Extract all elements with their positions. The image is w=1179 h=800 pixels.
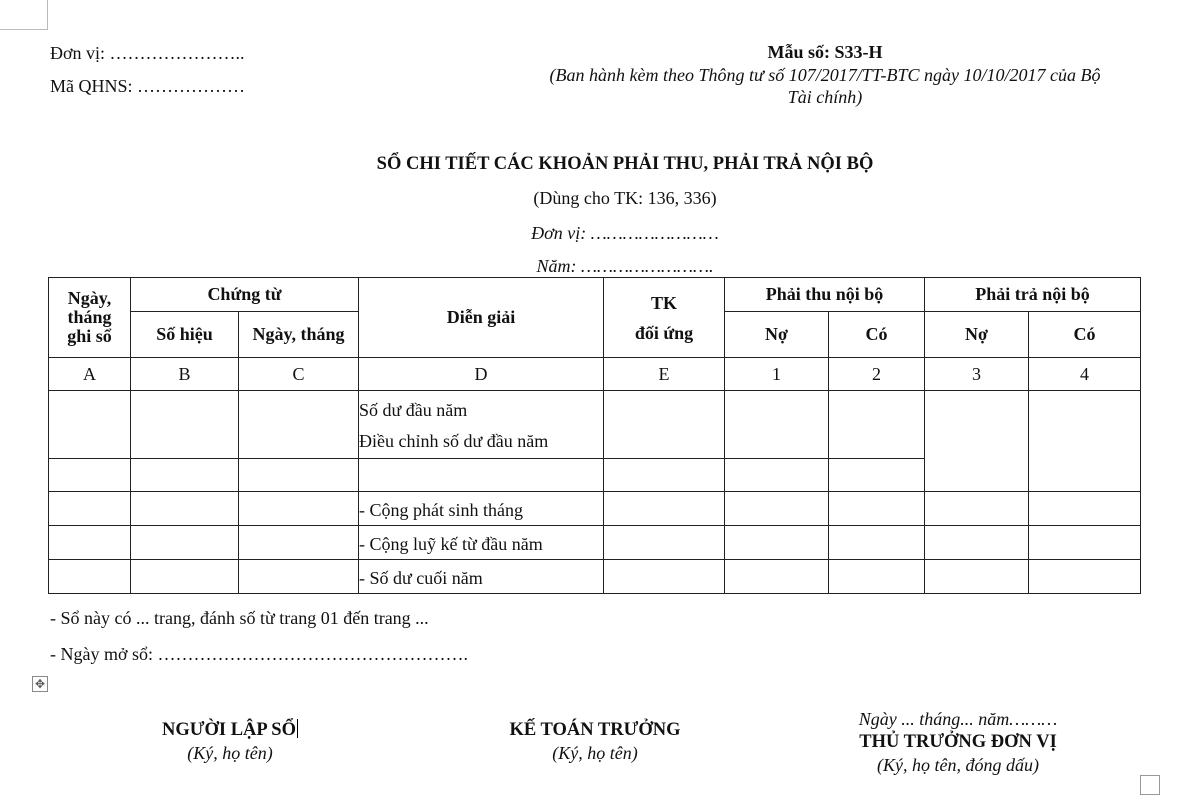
letter-cell: 4: [1029, 358, 1141, 391]
col-contra-header: TK đối ứng: [604, 278, 725, 358]
opening-balance-label: Số dư đầu năm: [359, 400, 468, 420]
unit-field: Đơn vị: …………………..: [50, 43, 245, 63]
col-description-header: Diễn giải: [359, 278, 604, 358]
form-note-line1: (Ban hành kèm theo Thông tư số 107/2017/TT-BTC ngày 10/10/2017 của Bộ: [549, 65, 1101, 85]
head-hint: (Ký, họ tên, đóng dấu): [877, 755, 1039, 775]
opening-desc-cell: [359, 391, 604, 459]
letter-cell: E: [604, 358, 725, 391]
open-date-note: - Ngày mở sổ: …………………………………………….: [50, 644, 469, 664]
ytd-total-label: - Cộng luỹ kế từ đầu năm: [359, 526, 604, 560]
col-payable-debit-header: Nợ: [925, 312, 1029, 358]
ledger-table: [48, 277, 1141, 594]
letter-cell: 1: [725, 358, 829, 391]
head-role: THỦ TRƯỞNG ĐƠN VỊ: [859, 732, 1057, 752]
table-row: [49, 391, 1141, 459]
col-receivable-debit-header: Nợ: [725, 312, 829, 358]
form-note-line2: Tài chính): [787, 87, 863, 107]
unit-subtitle: Đơn vị: ……………………: [531, 223, 719, 243]
month-total-label: - Cộng phát sinh tháng: [359, 492, 604, 526]
table-row: [49, 526, 1141, 560]
col-voucher-header: Chứng từ: [131, 278, 359, 312]
col-receivable-header: Phải thu nội bộ: [725, 278, 925, 312]
header-row-1: [49, 278, 1141, 312]
text-cursor: [297, 719, 298, 738]
page-end-mark: [1140, 775, 1160, 795]
col-voucher-no-header: Số hiệu: [131, 312, 239, 358]
qhns-field: Mã QHNS: ………………: [50, 76, 246, 96]
column-letter-row: [49, 358, 1141, 391]
col-voucher-date-header: Ngày, tháng: [239, 312, 359, 358]
col-receivable-credit-header: Có: [829, 312, 925, 358]
letter-cell: B: [131, 358, 239, 391]
page-title: SỔ CHI TIẾT CÁC KHOẢN PHẢI THU, PHẢI TRẢ NỘI BỘ: [376, 154, 874, 174]
opening-adjust-label: Điều chỉnh số dư đầu năm: [359, 431, 549, 451]
col-payable-header: Phải trả nội bộ: [925, 278, 1141, 312]
col-date-header: Ngày, tháng ghi sổ: [49, 278, 131, 358]
table-row: [49, 560, 1141, 594]
closing-balance-label: - Số dư cuối năm: [359, 560, 604, 594]
table-row: [49, 492, 1141, 526]
letter-cell: D: [359, 358, 604, 391]
move-icon[interactable]: ✥: [32, 676, 48, 692]
col-payable-credit-header: Có: [1029, 312, 1141, 358]
accountant-signature: [480, 718, 710, 764]
letter-cell: C: [239, 358, 359, 391]
pages-note: - Sổ này có ... trang, đánh số từ trang 01 đến trang ...: [50, 608, 429, 628]
form-code: Mẫu số: S33-H: [767, 42, 883, 62]
preparer-hint: (Ký, họ tên): [187, 743, 273, 763]
preparer-signature: [130, 718, 330, 764]
accounts-subtitle: (Dùng cho TK: 136, 336): [533, 188, 717, 208]
accountant-hint: (Ký, họ tên): [552, 743, 638, 763]
head-signature: [818, 708, 1098, 776]
letter-cell: A: [49, 358, 131, 391]
page-corner-mark: [0, 0, 48, 30]
sign-date-line: Ngày ... tháng... năm………: [858, 709, 1058, 729]
letter-cell: 3: [925, 358, 1029, 391]
year-subtitle: Năm: …………………….: [536, 256, 714, 276]
form-info: [500, 42, 1150, 108]
accountant-role: KẾ TOÁN TRƯỞNG: [509, 720, 681, 740]
preparer-role: NGƯỜI LẬP SỔ: [162, 720, 296, 740]
letter-cell: 2: [829, 358, 925, 391]
